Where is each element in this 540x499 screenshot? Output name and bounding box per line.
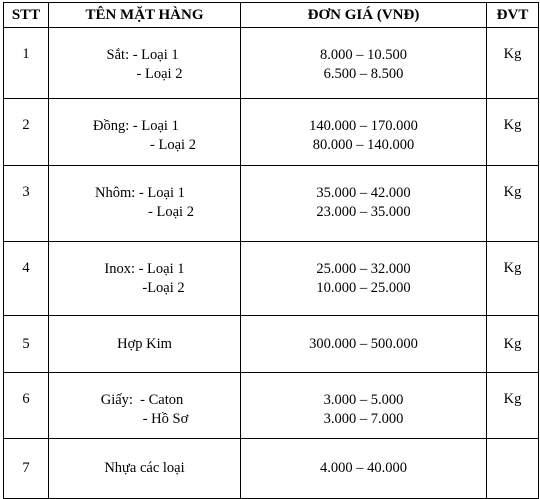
row-stt: 7 (4, 439, 49, 499)
row-stt: 3 (4, 166, 49, 242)
row-name (49, 242, 241, 316)
row-price (241, 316, 487, 373)
row-unit: Kg (487, 316, 539, 373)
header-row (4, 3, 539, 28)
row-price (241, 373, 487, 439)
name-line: -Loại 2 (142, 280, 185, 296)
price-line: 23.000 – 35.000 (316, 204, 411, 220)
name-line: - Loại 2 (136, 66, 183, 82)
row-price (241, 166, 487, 242)
name-line: - Hồ Sơ (142, 411, 189, 427)
row-stt: 5 (4, 316, 49, 373)
name-line: - Loại 2 (148, 204, 194, 220)
row-unit: Kg (487, 166, 539, 242)
row-stt: 6 (4, 373, 49, 439)
name-line: Nhôm: - Loại 1 (95, 185, 185, 201)
price-line: 8.000 – 10.500 (320, 47, 407, 63)
table-row (4, 99, 539, 166)
price-line: 25.000 – 32.000 (316, 261, 411, 277)
table-row (4, 166, 539, 242)
row-name (49, 439, 241, 499)
name-line: Giấy: - Caton (100, 392, 184, 408)
price-line: 3.000 – 7.000 (323, 411, 404, 427)
row-stt: 2 (4, 99, 49, 166)
row-name (49, 99, 241, 166)
price-line: 80.000 – 140.000 (312, 137, 415, 153)
table-row (4, 439, 539, 499)
row-price (241, 439, 487, 499)
header-stt: STT (4, 3, 49, 28)
name-line: Đồng: - Loại 1 (93, 118, 179, 134)
row-unit: Kg (487, 242, 539, 316)
header-unit: ĐVT (487, 3, 539, 28)
price-line: 4.000 – 40.000 (320, 460, 407, 476)
table-row (4, 373, 539, 439)
name-line: Sắt: - Loại 1 (106, 47, 179, 63)
name-line: Hợp Kim (117, 335, 172, 352)
price-line: 300.000 – 500.000 (309, 335, 418, 352)
row-unit: Kg (487, 373, 539, 439)
price-line: 3.000 – 5.000 (323, 392, 404, 408)
row-price (241, 28, 487, 99)
name-line: Nhựa các loại (104, 460, 185, 476)
name-line: - Loại 2 (150, 137, 196, 153)
table-row (4, 28, 539, 99)
price-table (3, 2, 539, 499)
price-line: 35.000 – 42.000 (316, 185, 411, 201)
row-price (241, 242, 487, 316)
row-stt: 1 (4, 28, 49, 99)
row-name (49, 166, 241, 242)
row-stt: 4 (4, 242, 49, 316)
price-line: 140.000 – 170.000 (309, 118, 418, 134)
header-name: TÊN MẶT HÀNG (49, 3, 241, 28)
table-row (4, 242, 539, 316)
row-price (241, 99, 487, 166)
row-name (49, 28, 241, 99)
row-unit (487, 439, 539, 499)
name-line: Inox: - Loại 1 (104, 261, 185, 277)
row-name (49, 373, 241, 439)
table-row (4, 316, 539, 373)
row-unit: Kg (487, 99, 539, 166)
row-name (49, 316, 241, 373)
price-line: 6.500 – 8.500 (323, 66, 404, 82)
header-price: ĐƠN GIÁ (VNĐ) (241, 3, 487, 28)
price-line: 10.000 – 25.000 (316, 280, 411, 296)
row-unit: Kg (487, 28, 539, 99)
